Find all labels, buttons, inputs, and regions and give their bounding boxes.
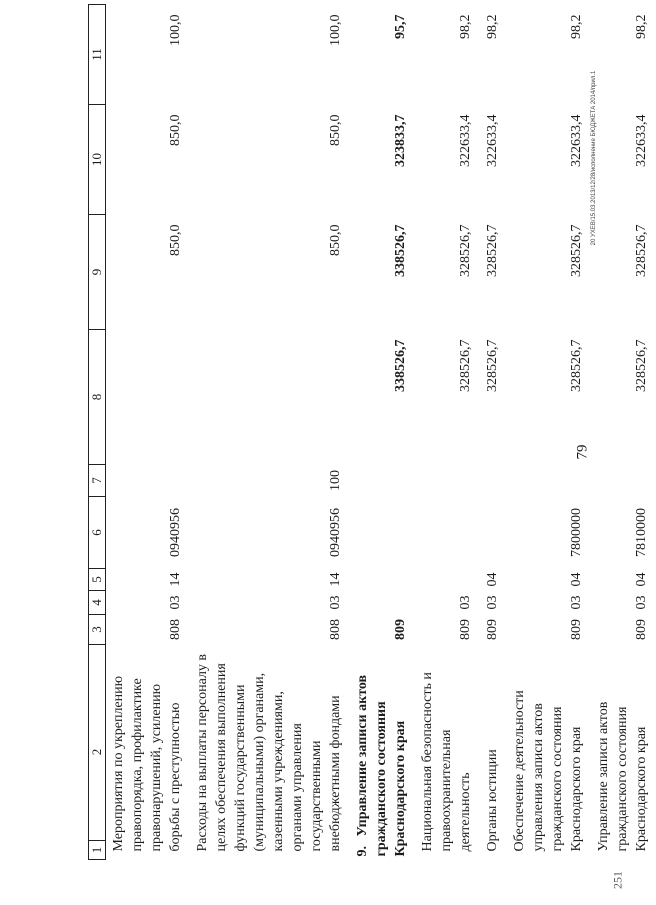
row-name: Управление записи актов гражданского состояния Краснодарского края xyxy=(596,701,649,852)
table-row xyxy=(350,5,415,860)
ministry-code: 809 xyxy=(634,619,649,640)
expense-type-code xyxy=(350,465,415,497)
execution-percent: 98,2 xyxy=(485,14,500,39)
table-row xyxy=(480,5,507,860)
specified-amount: 850,0 xyxy=(168,224,183,256)
header-cell-4: 4 xyxy=(89,591,106,615)
section-code: 03 xyxy=(458,595,473,610)
header-cell-6: 6 xyxy=(89,497,106,569)
target-article-code: 7800000 xyxy=(569,508,584,557)
header-cell-11: 11 xyxy=(89,5,106,105)
row-number: 9. xyxy=(355,846,370,857)
subsection-code: 14 xyxy=(328,572,343,587)
expense-type-code xyxy=(480,465,507,497)
target-article-code: 0940956 xyxy=(328,508,343,557)
specified-amount: 328526,7 xyxy=(458,224,473,277)
execution-percent: 98,2 xyxy=(634,14,649,39)
header-cell-5: 5 xyxy=(89,569,106,591)
specified-amount: 328526,7 xyxy=(569,224,584,277)
execution-percent: 98,2 xyxy=(458,14,473,39)
row-name: Национальная безопасность и правоохранительная деятельность xyxy=(420,672,473,852)
footer-file-path: 20 УХЕВ/15.03.2013/12/28/исполнение БЮДЖЕТА 2014/прил.1 xyxy=(591,70,597,246)
header-cell-7: 7 xyxy=(89,465,106,497)
section-code: 03 xyxy=(634,595,649,610)
ministry-code: 809 xyxy=(458,619,473,640)
header-cell-1-2 xyxy=(89,645,106,860)
target-article-code: 0940956 xyxy=(168,508,183,557)
row-name: Расходы на выплаты персоналу в целях обеспечения выполнения функций государственными (муниципальными) органами, казенными учреждениями, органами управления государственными внебюджетными фондами xyxy=(195,653,343,852)
budget-table xyxy=(88,4,656,860)
approved-amount: 338526,7 xyxy=(393,339,408,392)
executed-amount: 323833,7 xyxy=(393,114,408,167)
approved-amount: 328526,7 xyxy=(569,339,584,392)
row-name: Мероприятия по укреплению правопорядка, профилактике правонарушений, усилению борьбы с преступностью xyxy=(111,675,183,852)
row-name-cell xyxy=(350,645,415,860)
table-row xyxy=(507,5,591,860)
section-code: 03 xyxy=(328,595,343,610)
approved-amount: 328526,7 xyxy=(634,339,649,392)
row-name-cell xyxy=(415,645,480,860)
header-cell-9: 9 xyxy=(89,215,106,330)
row-name: Обеспечение деятельности управления записи актов гражданского состояния Краснодарского края xyxy=(512,690,584,852)
expense-type-code xyxy=(415,465,480,497)
executed-amount: 322633,4 xyxy=(634,114,649,167)
table-row xyxy=(591,5,656,860)
subsection-code: 14 xyxy=(168,572,183,587)
ministry-code: 808 xyxy=(328,619,343,640)
row-name: Управление записи актов гражданского состояния Краснодарского края xyxy=(355,674,408,857)
table-body xyxy=(106,5,656,860)
target-article-code: 7810000 xyxy=(634,508,649,557)
row-name-cell xyxy=(591,645,656,860)
expense-type-code xyxy=(507,465,591,497)
approved-amount xyxy=(106,330,191,465)
expense-type-code xyxy=(106,465,191,497)
subsection-code xyxy=(415,569,480,591)
ministry-code: 809 xyxy=(569,619,584,640)
specified-amount: 338526,7 xyxy=(393,224,408,277)
table-row xyxy=(415,5,480,860)
specified-amount: 328526,7 xyxy=(485,224,500,277)
section-code: 03 xyxy=(569,595,584,610)
approved-amount: 328526,7 xyxy=(458,339,473,392)
execution-percent: 100,0 xyxy=(328,14,343,46)
row-name-cell xyxy=(106,645,191,860)
ministry-code: 809 xyxy=(485,619,500,640)
executed-amount: 322633,4 xyxy=(458,114,473,167)
target-article-code xyxy=(350,497,415,569)
section-code: 03 xyxy=(485,595,500,610)
executed-amount: 322633,4 xyxy=(569,114,584,167)
header-cell-10: 10 xyxy=(89,105,106,215)
execution-percent: 100,0 xyxy=(168,14,183,46)
target-article-code xyxy=(415,497,480,569)
execution-percent: 95,7 xyxy=(393,14,408,39)
ministry-code: 808 xyxy=(168,619,183,640)
header-label-1: 1 xyxy=(89,840,105,859)
specified-amount: 328526,7 xyxy=(634,224,649,277)
table-row xyxy=(190,5,350,860)
expense-type-code xyxy=(591,465,656,497)
subsection-code xyxy=(350,569,415,591)
target-article-code xyxy=(480,497,507,569)
page-number: 79 xyxy=(574,444,591,460)
subsection-code: 04 xyxy=(569,572,584,587)
header-cell-8: 8 xyxy=(89,330,106,465)
row-name-cell xyxy=(190,645,350,860)
section-code xyxy=(350,591,415,615)
scan-page-number: 251 xyxy=(610,871,625,889)
approved-amount: 328526,7 xyxy=(485,339,500,392)
executed-amount: 850,0 xyxy=(168,114,183,146)
row-name-cell xyxy=(480,645,507,860)
approved-amount xyxy=(190,330,350,465)
subsection-code: 04 xyxy=(634,572,649,587)
subsection-code: 04 xyxy=(485,572,500,587)
section-code: 03 xyxy=(168,595,183,610)
expense-type-code: 100 xyxy=(328,470,343,491)
executed-amount: 850,0 xyxy=(328,114,343,146)
specified-amount: 850,0 xyxy=(328,224,343,256)
header-cell-3: 3 xyxy=(89,615,106,645)
execution-percent: 98,2 xyxy=(569,14,584,39)
row-name: Органы юстиции xyxy=(485,749,500,852)
executed-amount: 322633,4 xyxy=(485,114,500,167)
header-row xyxy=(89,5,106,860)
table-row xyxy=(106,5,191,860)
row-name-cell xyxy=(507,645,591,860)
ministry-code: 809 xyxy=(393,619,408,640)
header-label-2: 2 xyxy=(89,748,104,756)
